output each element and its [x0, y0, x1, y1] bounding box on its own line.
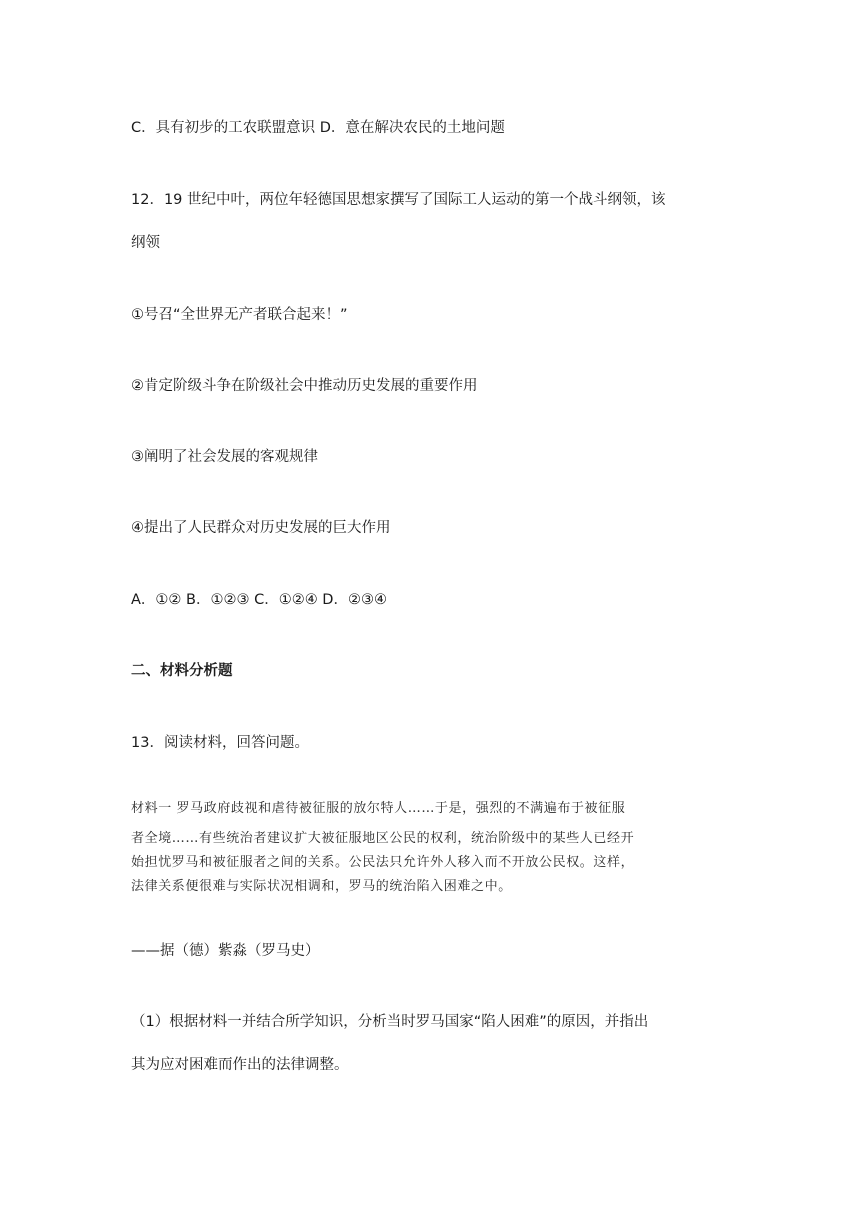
question12-item-3: ③阐明了社会发展的客观规律 [131, 449, 318, 465]
question12-stem-line2: 纲领 [131, 235, 160, 251]
section-title: 二、材料分析题 [131, 663, 233, 679]
question13-stem: 13．阅读材料，回答问题。 [131, 735, 309, 751]
material-line: 者全境……有些统治者建议扩大被征服地区公民的权利，统治阶级中的某些人已经开 [131, 831, 635, 846]
question12-options: A．①② B．①②③ C．①②④ D．②③④ [131, 592, 387, 608]
question12-item-1: ①号召“全世界无产者联合起来！” [131, 307, 348, 323]
material-line: 法律关系便很难与实际状况相调和，罗马的统治陷入困难之中。 [131, 879, 512, 894]
question12-item-4: ④提出了人民群众对历史发展的巨大作用 [131, 520, 391, 536]
question12-stem-line1: 12．19 世纪中叶，两位年轻德国思想家撰写了国际工人运动的第一个战斗纲领，该 [131, 192, 666, 208]
material-line: 材料一 罗马政府歧视和虐待被征服的放尔特人……于是，强烈的不满遍布于被征服 [131, 801, 626, 816]
question11-options-cd: C．具有初步的工农联盟意识 D．意在解决农民的土地问题 [131, 120, 505, 136]
question13-sub1-line1: （1）根据材料一并结合所学知识，分析当时罗马国家“陷人困难”的原因，并指出 [131, 1014, 649, 1030]
question13-sub1-line2: 其为应对困难而作出的法律调整。 [131, 1057, 349, 1073]
material-source: ——据（德）紫淼（罗马史） [131, 943, 320, 959]
material-line: 始担忧罗马和被征服者之间的关系。公民法只允许外人移入而不开放公民权。这样， [131, 855, 635, 870]
question12-item-2: ②肯定阶级斗争在阶级社会中推动历史发展的重要作用 [131, 378, 478, 394]
